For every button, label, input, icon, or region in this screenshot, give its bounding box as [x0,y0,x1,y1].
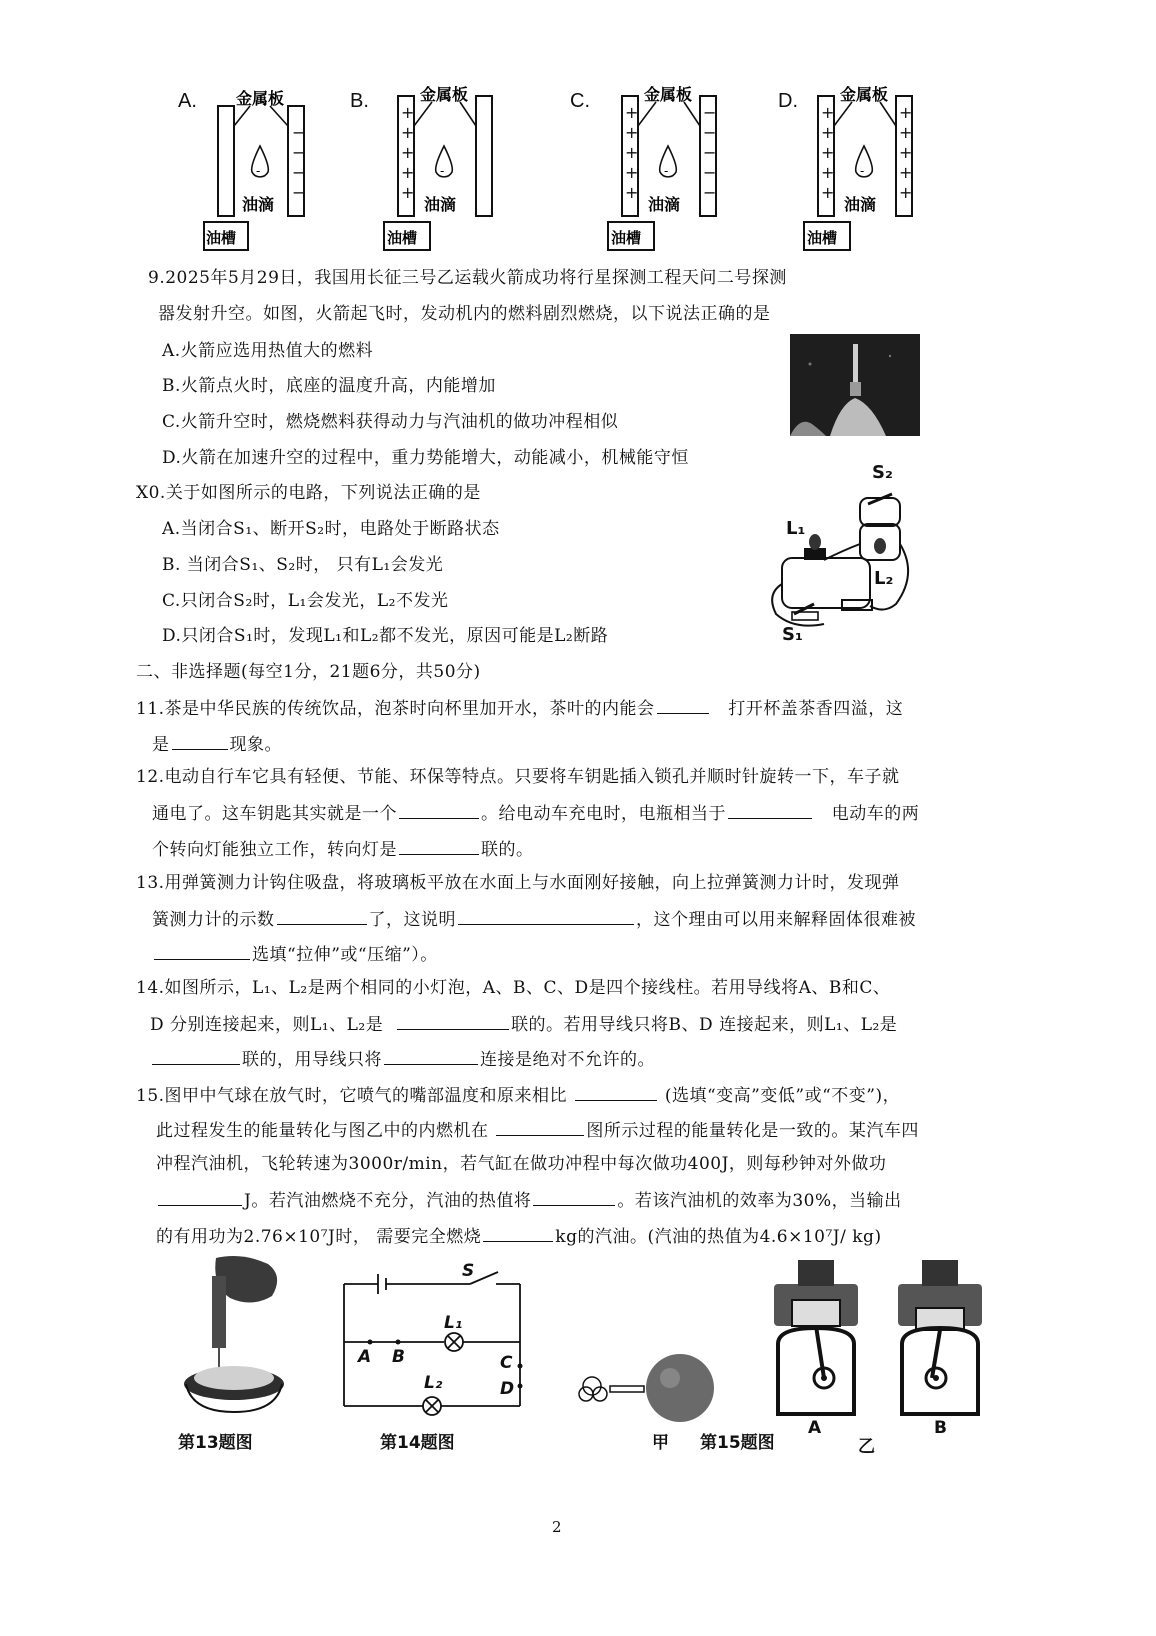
q13-line-1: 13.用弹簧测力计钩住吸盘，将玻璃板平放在水面上与水面刚好接触，向上拉弹簧测力计时，发现弹 [136,873,900,893]
svg-text:油滴: 油滴 [242,195,275,214]
svg-text:−: − [292,143,306,162]
q15-engine-b-label: B [934,1418,947,1438]
svg-text:S: S [462,1261,475,1281]
svg-text:L₂: L₂ [874,568,894,589]
svg-text:油槽: 油槽 [387,229,418,247]
q14-line-2: D 分别连接起来，则L₁、L₂是 联的。若用导线只将B、D 连接起来，则L₁、L₂是 [150,1011,897,1037]
q9-option-d: D.火箭在加速升空的过程中，重力势能增大，动能减小，机械能守恒 [162,448,689,468]
q13-blank-2[interactable] [458,906,634,925]
svg-text:+: + [401,163,415,182]
q14-line-3: 联的，用导线只将 连接是绝对不允许的。 [150,1046,655,1072]
q12-line-1: 12.电动自行车它具有轻便、节能、环保等特点。只要将车钥匙插入锁孔并顺时针旋转一下，车子就 [136,767,900,787]
svg-text:+: + [821,123,835,142]
svg-text:油滴: 油滴 [424,195,457,214]
q12-blank-2[interactable] [728,800,812,819]
q10-option-a: A.当闭合S₁、断开S₂时，电路处于断路状态 [162,519,500,539]
svg-text:-: - [440,164,445,178]
q15-engine-b-figure [892,1254,992,1424]
q15-line-1: 15.图甲中气球在放气时，它喷气的嘴部温度和原来相比 (选填“变高”变低”或“不变”)， [136,1082,900,1108]
section-2-heading: 二、非选择题(每空1分，21题6分，共50分) [136,662,481,682]
q8-option-c-diagram [604,82,734,254]
svg-text:-: - [860,164,865,178]
svg-text:金属板: 金属板 [420,85,469,104]
q9-stem-line-1: 9.2025年5月29日，我国用长征三号乙运载火箭成功将行星探测工程天问二号探测 [148,268,787,288]
svg-text:−: − [703,143,717,162]
svg-text:−: − [292,163,306,182]
q9-option-c: C.火箭升空时，燃烧燃料获得动力与汽油机的做功冲程相似 [162,412,619,432]
svg-text:L₁: L₁ [786,518,806,539]
q8-option-d-letter: D. [778,90,798,112]
q15-engine-a-label: A [808,1418,822,1438]
q11-line-2: 是 现象。 [152,731,282,757]
q10-option-d: D.只闭合S₁时，发现L₁和L₂都不发光，原因可能是L₂断路 [162,626,609,646]
q15-blank-5[interactable] [483,1223,553,1242]
svg-text:油槽: 油槽 [807,229,838,247]
svg-text:−: − [703,163,717,182]
q12-line-2: 通电了。这车钥匙其实就是一个 。给电动车充电时，电瓶相当于 电动车的两 [152,800,919,826]
q8-option-b-letter: B. [350,90,369,112]
svg-text:−: − [703,183,717,202]
svg-text:+: + [625,123,639,142]
q15-line-5: 的有用功为2.76×10⁷J时， 需要完全燃烧 kg的汽油。(汽油的热值为4.6×10⁷J/ kg) [156,1223,882,1249]
q15-jia-label: 甲 [652,1433,669,1453]
svg-text:+: + [821,143,835,162]
page-number: 2 [552,1518,562,1536]
q14-blank-2[interactable] [152,1046,240,1065]
svg-text:+: + [899,163,913,182]
q13-figure-caption: 第13题图 [178,1433,253,1453]
q15-engine-a-figure [768,1254,868,1424]
q13-figure [172,1252,302,1422]
svg-text:+: + [821,103,835,122]
q15-line-2: 此过程发生的能量转化与图乙中的内燃机在 图所示过程的能量转化是一致的。某汽车四 [156,1117,919,1143]
svg-text:+: + [899,123,913,142]
q15-line-4: J。若汽油燃烧不充分，汽油的热值将 。若该汽油机的效率为30%，当输出 [156,1187,902,1213]
svg-text:−: − [292,123,306,142]
q8-option-a-letter: A. [178,90,197,112]
svg-text:油槽: 油槽 [206,229,237,247]
q15-balloon-figure [574,1348,724,1428]
q13-line-2: 簧测力计的示数 了，这说明 ，这个理由可以用来解释固体很难被 [152,906,916,932]
svg-text:+: + [625,183,639,202]
q9-stem-line-2: 器发射升空。如图，火箭起飞时，发动机内的燃料剧烈燃烧，以下说法正确的是 [158,304,771,324]
q15-blank-2[interactable] [496,1117,584,1136]
svg-text:油滴: 油滴 [648,195,681,214]
svg-text:C: C [500,1353,513,1373]
svg-text:+: + [401,103,415,122]
q8-option-c-letter: C. [570,90,590,112]
svg-text:-: - [256,164,261,178]
svg-text:油滴: 油滴 [844,195,877,214]
svg-text:L₂: L₂ [424,1373,443,1393]
q15-blank-1[interactable] [575,1082,657,1101]
q9-option-a: A.火箭应选用热值大的燃料 [162,341,374,361]
svg-text:B: B [392,1347,405,1367]
q12-blank-1[interactable] [399,800,479,819]
q14-line-1: 14.如图所示，L₁、L₂是两个相同的小灯泡，A、B、C、D是四个接线柱。若用导线将A、B和C、 [136,978,891,998]
q12-line-3: 个转向灯能独立工作，转向灯是 联的。 [152,836,534,862]
svg-text:+: + [625,163,639,182]
q10-option-b: B. 当闭合S₁、S₂时， 只有L₁会发光 [162,555,444,575]
q12-blank-3[interactable] [399,836,479,855]
q10-circuit-diagram [764,454,924,650]
plate-label: 金属板 [236,89,285,108]
svg-text:−: − [703,103,717,122]
svg-text:L₁: L₁ [444,1313,463,1333]
svg-text:+: + [401,183,415,202]
svg-text:S₂: S₂ [872,462,893,483]
q15-figure-caption: 第15题图 [700,1433,775,1453]
q14-circuit-diagram [330,1256,530,1416]
svg-text:S₁: S₁ [782,624,803,645]
q8-option-d-diagram [800,82,930,254]
q14-blank-1[interactable] [397,1011,509,1030]
q13-line-3: 选填“拉伸”或“压缩”）。 [152,941,438,967]
svg-text:+: + [899,103,913,122]
q13-blank-3[interactable] [154,941,250,960]
q8-option-b-diagram [380,82,510,254]
svg-text:−: − [292,183,306,202]
svg-text:D: D [500,1379,515,1399]
svg-text:+: + [401,143,415,162]
svg-text:+: + [821,163,835,182]
q13-blank-1[interactable] [277,906,367,925]
q15-blank-4[interactable] [533,1187,615,1206]
svg-text:+: + [821,183,835,202]
q14-figure-caption: 第14题图 [380,1433,455,1453]
svg-text:A: A [358,1347,372,1367]
svg-text:+: + [899,143,913,162]
svg-text:-: - [664,164,669,178]
svg-text:+: + [625,103,639,122]
q10-option-c: C.只闭合S₂时，L₁会发光，L₂不发光 [162,591,449,611]
svg-text:金属板: 金属板 [840,85,889,104]
q11-line-1: 11.茶是中华民族的传统饮品，泡茶时向杯里加开水，茶叶的内能会 打开杯盖茶香四溢，这 [136,695,903,721]
svg-text:油槽: 油槽 [611,229,642,247]
rocket-launch-photo [790,334,920,436]
svg-text:金属板: 金属板 [644,85,693,104]
q8-option-a-diagram [200,82,320,254]
q15-line-3: 冲程汽油机，飞轮转速为3000r/min，若气缸在做功冲程中每次做功400J，则每秒钟对外做功 [156,1154,887,1174]
q14-blank-3[interactable] [384,1046,478,1065]
q11-blank-1[interactable] [657,695,709,714]
svg-text:−: − [703,123,717,142]
q10-stem: X0.关于如图所示的电路，下列说法正确的是 [136,483,481,503]
q15-blank-3[interactable] [158,1187,242,1206]
svg-text:+: + [899,183,913,202]
svg-text:+: + [625,143,639,162]
q9-option-b: B.火箭点火时，底座的温度升高，内能增加 [162,376,496,396]
svg-text:+: + [401,123,415,142]
q11-blank-2[interactable] [172,731,228,750]
q15-yi-label: 乙 [858,1437,875,1457]
